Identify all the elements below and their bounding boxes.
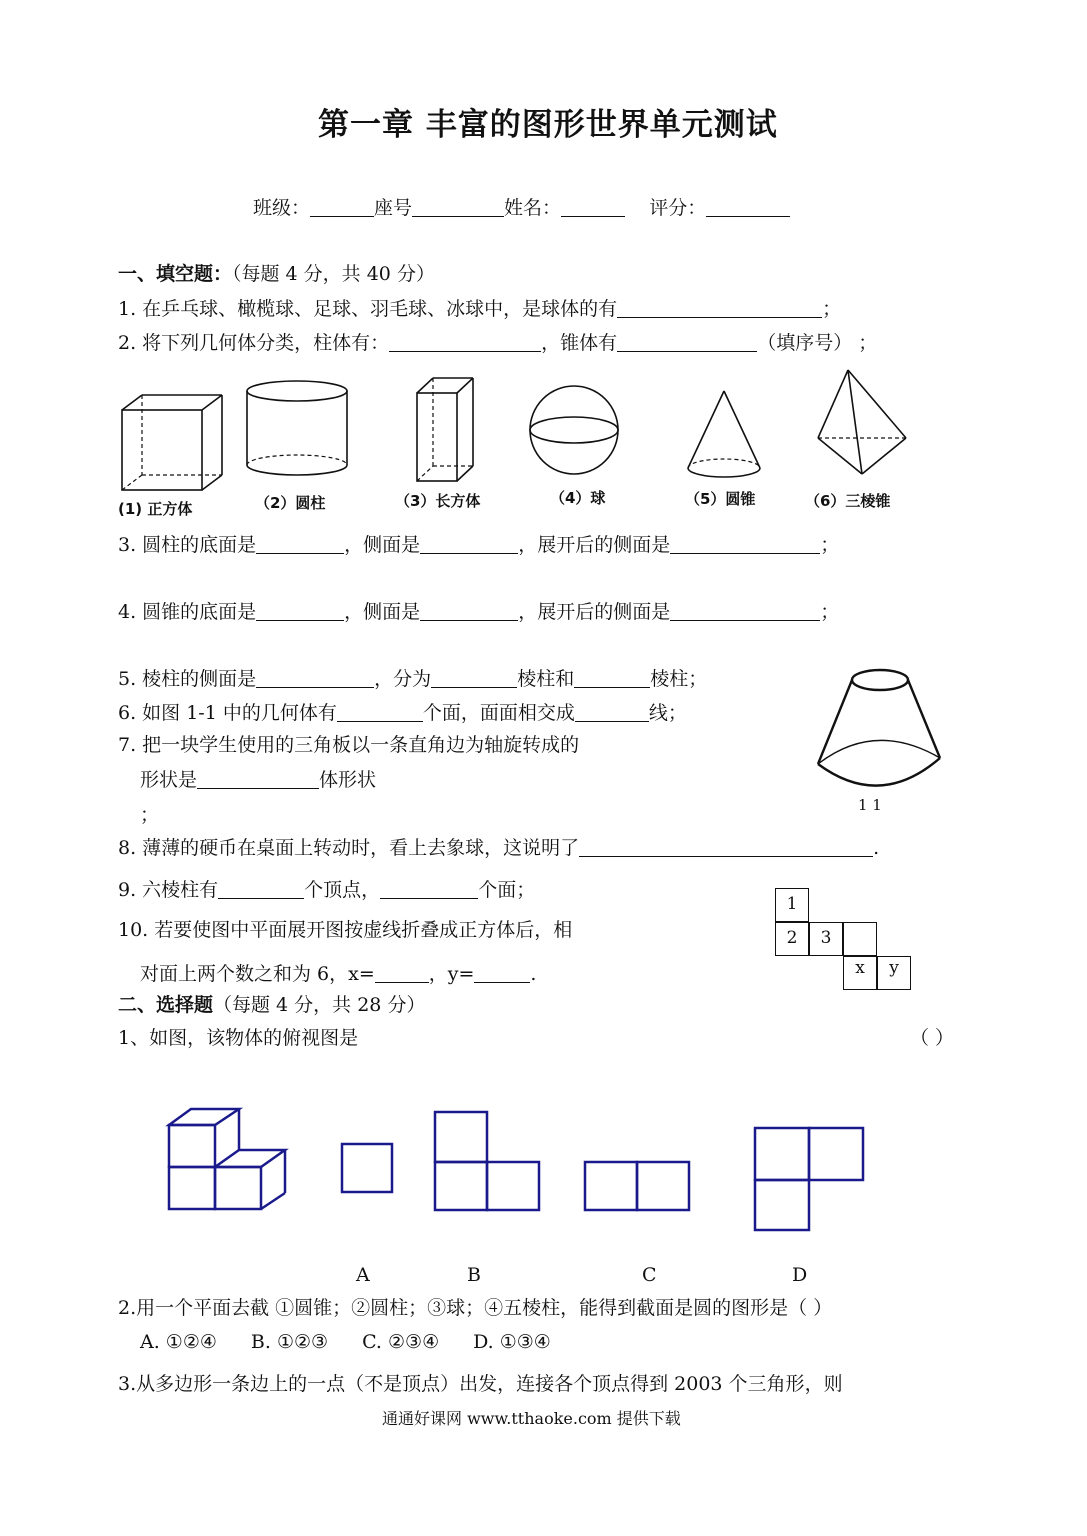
net-cell-2: 2	[775, 922, 809, 956]
score-label: 评分：	[649, 197, 707, 219]
sphere-figure	[530, 386, 618, 474]
net-cell-x: x	[843, 956, 877, 990]
fill-q5-b: ，分为	[374, 668, 432, 690]
fill-q7-line1: 7. 把一块学生使用的三角板以一条直角边为轴旋转成的	[118, 734, 580, 756]
option-d-figure	[755, 1128, 863, 1230]
fill-q4	[118, 602, 839, 622]
fill-q8-end: .	[873, 837, 880, 859]
fill-q1-text: 1. 在乒乓球、橄榄球、足球、羽毛球、冰球中，是球体的有	[118, 298, 618, 320]
footer: 通通好课网 www.tthaoke.com 提供下载	[382, 1409, 681, 1428]
fill-q2-mid: ，锥体有	[541, 332, 618, 354]
fill-q10-c: .	[530, 963, 537, 985]
choice-q2-c[interactable]: C. ②③④	[362, 1331, 440, 1353]
seat-label: 座号	[374, 197, 413, 219]
fill-q10-b: ，y=	[428, 963, 475, 985]
option-label-b[interactable]: B	[467, 1264, 481, 1286]
fill-q8-blank[interactable]	[579, 838, 873, 857]
fill-q1-blank[interactable]	[617, 299, 822, 318]
fill-q10-blank-x[interactable]	[375, 964, 429, 983]
section1-title: 一、填空题：	[118, 263, 233, 285]
fill-q5-a: 5. 棱柱的侧面是	[118, 668, 257, 690]
choice-q2-d[interactable]: D. ①③④	[473, 1331, 551, 1353]
section2-note: （每题 4 分，共 28 分）	[213, 994, 426, 1016]
choice-q2-a[interactable]: A. ①②④	[140, 1331, 217, 1353]
fill-q9-blank-1[interactable]	[218, 880, 304, 899]
option-label-a[interactable]: A	[356, 1264, 370, 1286]
solids-figure	[0, 368, 1087, 508]
cuboid-figure	[417, 378, 473, 481]
option-c-figure	[585, 1162, 689, 1210]
choice-q3: 3.从多边形一条边上的一点（不是顶点）出发，连接各个顶点得到 2003 个三角形，则	[118, 1373, 843, 1395]
fill-q10-a: 对面上两个数之和为 6，x=	[140, 963, 375, 985]
fill-q6-a: 6. 如图 1-1 中的几何体有	[118, 702, 337, 724]
net-cell-1: 1	[775, 888, 809, 922]
net-cell-3: 3	[809, 922, 843, 956]
fill-q3-blank-2[interactable]	[420, 535, 518, 554]
name-blank[interactable]	[561, 198, 625, 217]
fill-q1-end: ；	[822, 298, 842, 320]
fill-q3-end: ；	[820, 534, 840, 556]
student-info-line	[253, 198, 790, 218]
fill-q2-end: （填序号） ；	[757, 332, 878, 354]
cylinder-figure	[247, 381, 347, 475]
fill-q9-b: 个顶点，	[304, 879, 381, 901]
fill-q4-b: ，侧面是	[344, 601, 421, 623]
choice-q2-b[interactable]: B. ①②③	[250, 1331, 329, 1353]
seat-blank[interactable]	[412, 198, 504, 217]
name-label: 姓名：	[504, 197, 562, 219]
fill-q3-c: ，展开后的侧面是	[518, 534, 671, 556]
fill-q6-c: 线；	[648, 702, 687, 724]
fill-q2-blank-prism[interactable]	[389, 333, 541, 352]
fill-q4-blank-1[interactable]	[256, 602, 344, 621]
stacked-cubes-figure	[169, 1109, 285, 1209]
fill-q10-line2	[140, 964, 536, 984]
section2-heading	[118, 996, 425, 1015]
solid-label-6: （6）三棱锥	[805, 492, 891, 510]
solid-label-3: （3）长方体	[395, 492, 481, 510]
choice-q1-paren[interactable]: （ ）	[910, 1027, 955, 1049]
fill-q3	[118, 535, 839, 555]
fill-q4-end: ；	[820, 601, 840, 623]
class-label: 班级：	[253, 197, 311, 219]
figure-caption: 1 1	[858, 796, 882, 814]
fill-q9-c: 个面；	[478, 879, 536, 901]
fill-q2	[118, 333, 877, 353]
fill-q9-blank-2[interactable]	[380, 880, 478, 899]
net-cell-y: y	[877, 956, 911, 990]
fill-q3-blank-3[interactable]	[670, 535, 820, 554]
fill-q5-c: 棱柱和	[517, 668, 575, 690]
fill-q10-blank-y[interactable]	[474, 964, 530, 983]
fill-q3-a: 3. 圆柱的底面是	[118, 534, 257, 556]
fill-q3-blank-1[interactable]	[256, 535, 344, 554]
option-b-figure	[435, 1112, 539, 1210]
fill-q7-a: 形状是	[140, 769, 198, 791]
fill-q10-line1: 10. 若要使图中平面展开图按虚线折叠成正方体后，相	[118, 919, 573, 941]
fill-q7-line3: ；	[140, 804, 160, 826]
pyramid-figure	[818, 370, 906, 474]
solid-label-1: (1) 正方体	[118, 500, 193, 518]
fill-q1	[118, 299, 841, 319]
fill-q6	[118, 703, 687, 723]
score-blank[interactable]	[706, 198, 790, 217]
frustum-figure	[810, 660, 950, 800]
page-title: 第一章 丰富的图形世界单元测试	[318, 107, 778, 143]
top-view-figures	[0, 1100, 1087, 1240]
fill-q8	[118, 838, 879, 858]
fill-q6-blank-2[interactable]	[575, 703, 649, 722]
solid-label-5: （5）圆锥	[685, 490, 756, 508]
fill-q9	[118, 880, 535, 900]
fill-q6-blank-1[interactable]	[337, 703, 423, 722]
cone-figure	[688, 391, 760, 477]
section2-title: 二、选择题	[118, 994, 214, 1016]
fill-q9-a: 9. 六棱柱有	[118, 879, 219, 901]
fill-q5-blank-2[interactable]	[431, 669, 517, 688]
option-label-d[interactable]: D	[792, 1264, 808, 1286]
choice-q1: 1、如图，该物体的俯视图是	[118, 1027, 359, 1049]
section1-heading	[118, 265, 435, 284]
choice-q2: 2.用一个平面去截 ①圆锥；②圆柱；③球；④五棱柱，能得到截面是圆的图形是（ ）	[118, 1297, 833, 1319]
fill-q7-blank[interactable]	[197, 770, 319, 789]
class-blank[interactable]	[310, 198, 374, 217]
fill-q5	[118, 669, 707, 689]
fill-q2-text: 2. 将下列几何体分类，柱体有：	[118, 332, 390, 354]
fill-q6-b: 个面，面面相交成	[422, 702, 575, 724]
fill-q4-blank-3[interactable]	[670, 602, 820, 621]
fill-q7-b: 体形状	[319, 769, 377, 791]
option-a-figure	[342, 1144, 392, 1192]
option-label-c[interactable]: C	[642, 1264, 657, 1286]
fill-q5-d: 棱柱；	[650, 668, 708, 690]
fill-q3-b: ，侧面是	[344, 534, 421, 556]
fill-q4-a: 4. 圆锥的底面是	[118, 601, 257, 623]
fill-q4-blank-2[interactable]	[420, 602, 518, 621]
choice-q2-options	[140, 1333, 551, 1352]
fill-q8-text: 8. 薄薄的硬币在桌面上转动时，看上去象球，这说明了	[118, 837, 580, 859]
net-cell-4	[843, 922, 877, 956]
solid-label-4: （4）球	[550, 489, 606, 507]
fill-q2-blank-cone[interactable]	[617, 333, 757, 352]
cube-figure	[122, 395, 222, 490]
solid-label-2: （2）圆柱	[255, 494, 326, 512]
section1-note: （每题 4 分，共 40 分）	[232, 263, 435, 285]
fill-q4-c: ，展开后的侧面是	[518, 601, 671, 623]
fill-q5-blank-1[interactable]	[256, 669, 374, 688]
fill-q7-line2	[140, 770, 376, 790]
fill-q5-blank-3[interactable]	[574, 669, 650, 688]
